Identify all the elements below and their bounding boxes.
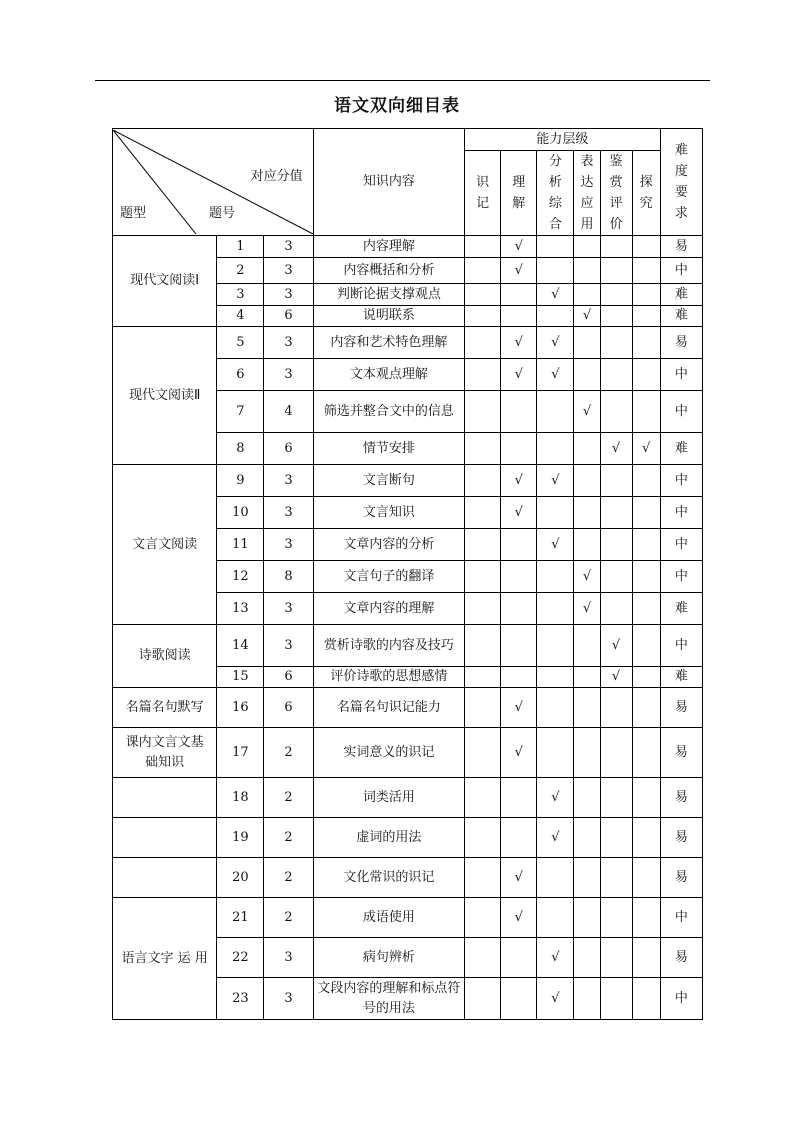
knowledge-content: 评价诗歌的思想感情 xyxy=(313,667,464,688)
check-mark: √ xyxy=(537,284,574,306)
knowledge-content: 文本观点理解 xyxy=(313,359,464,391)
level-cell-empty xyxy=(465,667,501,688)
level-cell-empty xyxy=(501,284,537,306)
question-score: 4 xyxy=(264,391,313,433)
level-cell-empty xyxy=(465,978,501,1020)
knowledge-content: 文言断句 xyxy=(313,465,464,497)
level-cell-empty xyxy=(574,236,600,258)
level-cell-empty xyxy=(537,593,574,625)
question-score: 3 xyxy=(264,465,313,497)
level-cell-empty xyxy=(632,593,660,625)
question-number: 17 xyxy=(217,728,264,778)
knowledge-content: 赏析诗歌的内容及技巧 xyxy=(313,625,464,667)
difficulty: 难 xyxy=(660,284,702,306)
level-cell-empty xyxy=(537,858,574,898)
knowledge-content: 内容和艺术特色理解 xyxy=(313,327,464,359)
table-row xyxy=(113,625,703,667)
difficulty: 易 xyxy=(660,728,702,778)
knowledge-content: 文章内容的分析 xyxy=(313,529,464,561)
check-mark: √ xyxy=(501,236,537,258)
question-number: 15 xyxy=(217,667,264,688)
question-score: 3 xyxy=(264,359,313,391)
level-cell-empty xyxy=(574,778,600,818)
level-cell-empty xyxy=(501,561,537,593)
difficulty: 难 xyxy=(660,306,702,327)
question-score: 3 xyxy=(264,938,313,978)
difficulty: 中 xyxy=(660,561,702,593)
question-score: 2 xyxy=(264,728,313,778)
top-rule xyxy=(95,80,710,81)
difficulty: 难 xyxy=(660,667,702,688)
question-score: 3 xyxy=(264,284,313,306)
difficulty: 难 xyxy=(660,593,702,625)
table-row xyxy=(113,236,703,258)
check-mark: √ xyxy=(574,391,600,433)
knowledge-content: 文段内容的理解和标点符号的用法 xyxy=(313,978,464,1020)
level-cell-empty xyxy=(537,391,574,433)
level-cell-empty xyxy=(632,561,660,593)
difficulty: 易 xyxy=(660,858,702,898)
level-cell-empty xyxy=(465,433,501,465)
question-score: 2 xyxy=(264,818,313,858)
level-cell-empty xyxy=(574,667,600,688)
level-cell-empty xyxy=(501,593,537,625)
level-cell-empty xyxy=(600,391,632,433)
level-cell-empty xyxy=(632,688,660,728)
question-score: 2 xyxy=(264,898,313,938)
question-type: 课内文言文基础知识 xyxy=(113,728,217,778)
question-type: 文言文阅读 xyxy=(113,465,217,625)
difficulty: 中 xyxy=(660,529,702,561)
table-row xyxy=(113,898,703,938)
knowledge-content: 实词意义的识记 xyxy=(313,728,464,778)
level-cell-empty xyxy=(465,898,501,938)
level-cell-empty xyxy=(465,306,501,327)
question-score: 6 xyxy=(264,688,313,728)
level-cell-empty xyxy=(600,497,632,529)
question-number: 16 xyxy=(217,688,264,728)
question-number: 21 xyxy=(217,898,264,938)
level-cell-empty xyxy=(537,625,574,667)
check-mark: √ xyxy=(501,359,537,391)
knowledge-content: 名篇名句识记能力 xyxy=(313,688,464,728)
table-row xyxy=(113,327,703,359)
ability-header: 能力层级 xyxy=(465,129,661,151)
level-cell-empty xyxy=(600,359,632,391)
question-type: 诗歌阅读 xyxy=(113,625,217,688)
level-cell-empty xyxy=(574,938,600,978)
level-cell-empty xyxy=(501,391,537,433)
level-cell-empty xyxy=(574,529,600,561)
level-cell-empty xyxy=(501,778,537,818)
level-cell-empty xyxy=(537,258,574,284)
check-mark: √ xyxy=(574,561,600,593)
level-cell-empty xyxy=(465,593,501,625)
question-number: 14 xyxy=(217,625,264,667)
level-cell-empty xyxy=(501,306,537,327)
level-cell-empty xyxy=(632,529,660,561)
question-number: 10 xyxy=(217,497,264,529)
difficulty: 难 xyxy=(660,433,702,465)
level-header-4: 鉴赏评价 xyxy=(600,151,632,236)
check-mark: √ xyxy=(537,938,574,978)
knowledge-content: 病句辨析 xyxy=(313,938,464,978)
level-cell-empty xyxy=(501,625,537,667)
level-cell-empty xyxy=(501,667,537,688)
level-header-3: 表达应用 xyxy=(574,151,600,236)
knowledge-content: 文化常识的识记 xyxy=(313,858,464,898)
level-cell-empty xyxy=(465,258,501,284)
check-mark: √ xyxy=(537,529,574,561)
question-number: 19 xyxy=(217,818,264,858)
level-cell-empty xyxy=(574,433,600,465)
question-number: 3 xyxy=(217,284,264,306)
spec-table xyxy=(112,128,703,1020)
level-cell-empty xyxy=(537,728,574,778)
difficulty: 易 xyxy=(660,818,702,858)
check-mark: √ xyxy=(501,688,537,728)
level-cell-empty xyxy=(600,561,632,593)
question-number: 7 xyxy=(217,391,264,433)
level-cell-empty xyxy=(501,978,537,1020)
level-cell-empty xyxy=(537,898,574,938)
question-number: 13 xyxy=(217,593,264,625)
level-cell-empty xyxy=(632,938,660,978)
check-mark: √ xyxy=(501,497,537,529)
knowledge-content: 情节安排 xyxy=(313,433,464,465)
level-cell-empty xyxy=(600,465,632,497)
check-mark: √ xyxy=(537,327,574,359)
question-number: 1 xyxy=(217,236,264,258)
question-score: 6 xyxy=(264,306,313,327)
question-score: 3 xyxy=(264,327,313,359)
check-mark: √ xyxy=(501,327,537,359)
level-cell-empty xyxy=(465,327,501,359)
level-cell-empty xyxy=(600,898,632,938)
check-mark: √ xyxy=(501,258,537,284)
level-cell-empty xyxy=(600,258,632,284)
question-number: 18 xyxy=(217,778,264,818)
level-cell-empty xyxy=(537,306,574,327)
knowledge-content: 词类活用 xyxy=(313,778,464,818)
check-mark: √ xyxy=(537,978,574,1020)
check-mark: √ xyxy=(501,465,537,497)
question-type: 语言文字 运 用 xyxy=(113,898,217,1020)
question-number: 8 xyxy=(217,433,264,465)
level-cell-empty xyxy=(465,625,501,667)
level-cell-empty xyxy=(465,359,501,391)
level-cell-empty xyxy=(574,818,600,858)
level-cell-empty xyxy=(574,258,600,284)
question-score: 3 xyxy=(264,593,313,625)
level-cell-empty xyxy=(537,236,574,258)
table-row xyxy=(113,728,703,778)
level-cell-empty xyxy=(574,465,600,497)
level-cell-empty xyxy=(574,625,600,667)
question-type xyxy=(113,858,217,898)
level-cell-empty xyxy=(574,359,600,391)
level-cell-empty xyxy=(465,497,501,529)
type-header: 题型 xyxy=(120,206,147,221)
level-cell-empty xyxy=(537,561,574,593)
difficulty-header xyxy=(660,129,702,236)
knowledge-content: 判断论据支撑观点 xyxy=(313,284,464,306)
level-cell-empty xyxy=(501,529,537,561)
question-type: 名篇名句默写 xyxy=(113,688,217,728)
difficulty: 中 xyxy=(660,898,702,938)
question-score: 2 xyxy=(264,778,313,818)
level-header-5: 探究 xyxy=(632,151,660,236)
question-score: 8 xyxy=(264,561,313,593)
level-cell-empty xyxy=(574,898,600,938)
difficulty-header-text: 难度要求 xyxy=(674,143,688,221)
level-cell-empty xyxy=(632,236,660,258)
difficulty: 中 xyxy=(660,465,702,497)
question-score: 3 xyxy=(264,236,313,258)
page-title: 语文双向细目表 xyxy=(334,96,460,116)
question-number: 11 xyxy=(217,529,264,561)
level-cell-empty xyxy=(574,327,600,359)
level-cell-empty xyxy=(632,327,660,359)
difficulty: 易 xyxy=(660,778,702,818)
header-row-1 xyxy=(113,129,703,151)
level-cell-empty xyxy=(465,778,501,818)
level-cell-empty xyxy=(501,818,537,858)
question-number: 12 xyxy=(217,561,264,593)
question-type xyxy=(113,818,217,858)
level-cell-empty xyxy=(465,818,501,858)
level-cell-empty xyxy=(574,284,600,306)
level-cell-empty xyxy=(600,284,632,306)
level-cell-empty xyxy=(465,688,501,728)
level-cell-empty xyxy=(632,391,660,433)
knowledge-content: 文章内容的理解 xyxy=(313,593,464,625)
level-cell-empty xyxy=(600,728,632,778)
check-mark: √ xyxy=(600,625,632,667)
level-cell-empty xyxy=(574,497,600,529)
level-header-2: 分析综合 xyxy=(537,151,574,236)
level-cell-empty xyxy=(632,465,660,497)
question-type: 现代文阅读Ⅱ xyxy=(113,327,217,465)
level-cell-empty xyxy=(600,327,632,359)
level-cell-empty xyxy=(465,938,501,978)
question-number: 23 xyxy=(217,978,264,1020)
level-cell-empty xyxy=(600,593,632,625)
question-score: 3 xyxy=(264,978,313,1020)
question-score: 2 xyxy=(264,858,313,898)
check-mark: √ xyxy=(600,433,632,465)
level-cell-empty xyxy=(465,391,501,433)
number-header: 题号 xyxy=(209,206,236,221)
difficulty: 易 xyxy=(660,688,702,728)
table-body xyxy=(113,236,703,1020)
check-mark: √ xyxy=(600,667,632,688)
question-number: 9 xyxy=(217,465,264,497)
check-mark: √ xyxy=(574,306,600,327)
question-number: 22 xyxy=(217,938,264,978)
level-cell-empty xyxy=(632,306,660,327)
level-cell-empty xyxy=(600,688,632,728)
level-cell-empty xyxy=(600,938,632,978)
level-cell-empty xyxy=(632,818,660,858)
level-cell-empty xyxy=(600,978,632,1020)
table-row xyxy=(113,778,703,818)
level-cell-empty xyxy=(465,236,501,258)
check-mark: √ xyxy=(501,728,537,778)
question-score: 3 xyxy=(264,258,313,284)
level-cell-empty xyxy=(465,561,501,593)
knowledge-content: 筛选并整合文中的信息 xyxy=(313,391,464,433)
level-cell-empty xyxy=(632,284,660,306)
check-mark: √ xyxy=(501,898,537,938)
check-mark: √ xyxy=(574,593,600,625)
question-score: 6 xyxy=(264,433,313,465)
knowledge-content: 内容概括和分析 xyxy=(313,258,464,284)
knowledge-content: 成语使用 xyxy=(313,898,464,938)
level-cell-empty xyxy=(632,359,660,391)
check-mark: √ xyxy=(501,858,537,898)
score-header: 对应分值 xyxy=(250,169,303,184)
difficulty: 中 xyxy=(660,359,702,391)
difficulty: 中 xyxy=(660,978,702,1020)
diagonal-header-cell xyxy=(113,129,314,236)
level-cell-empty xyxy=(600,306,632,327)
level-cell-empty xyxy=(465,858,501,898)
level-cell-empty xyxy=(632,778,660,818)
table-row xyxy=(113,688,703,728)
difficulty: 中 xyxy=(660,258,702,284)
knowledge-content: 内容理解 xyxy=(313,236,464,258)
level-cell-empty xyxy=(600,529,632,561)
level-cell-empty xyxy=(574,728,600,778)
level-cell-empty xyxy=(632,898,660,938)
level-cell-empty xyxy=(465,465,501,497)
level-cell-empty xyxy=(501,938,537,978)
level-cell-empty xyxy=(537,433,574,465)
question-type: 现代文阅读Ⅰ xyxy=(113,236,217,327)
question-score: 3 xyxy=(264,529,313,561)
question-score: 6 xyxy=(264,667,313,688)
question-type xyxy=(113,778,217,818)
level-cell-empty xyxy=(632,858,660,898)
question-score: 3 xyxy=(264,625,313,667)
knowledge-header: 知识内容 xyxy=(313,129,464,236)
level-header-0: 识记 xyxy=(465,151,501,236)
knowledge-content: 文言句子的翻译 xyxy=(313,561,464,593)
level-cell-empty xyxy=(632,728,660,778)
level-cell-empty xyxy=(632,978,660,1020)
difficulty: 易 xyxy=(660,327,702,359)
level-cell-empty xyxy=(632,497,660,529)
check-mark: √ xyxy=(632,433,660,465)
level-cell-empty xyxy=(600,778,632,818)
level-cell-empty xyxy=(465,284,501,306)
difficulty: 中 xyxy=(660,497,702,529)
question-number: 4 xyxy=(217,306,264,327)
question-number: 5 xyxy=(217,327,264,359)
level-cell-empty xyxy=(465,529,501,561)
table-row xyxy=(113,818,703,858)
knowledge-content: 文言知识 xyxy=(313,497,464,529)
question-number: 6 xyxy=(217,359,264,391)
level-cell-empty xyxy=(574,858,600,898)
table-row xyxy=(113,858,703,898)
difficulty: 中 xyxy=(660,625,702,667)
level-cell-empty xyxy=(600,818,632,858)
question-score: 3 xyxy=(264,497,313,529)
level-cell-empty xyxy=(600,858,632,898)
level-cell-empty xyxy=(465,728,501,778)
check-mark: √ xyxy=(537,778,574,818)
difficulty: 易 xyxy=(660,938,702,978)
level-cell-empty xyxy=(632,625,660,667)
question-number: 2 xyxy=(217,258,264,284)
knowledge-content: 说明联系 xyxy=(313,306,464,327)
level-cell-empty xyxy=(537,688,574,728)
level-cell-empty xyxy=(600,236,632,258)
check-mark: √ xyxy=(537,359,574,391)
level-cell-empty xyxy=(574,978,600,1020)
question-number: 20 xyxy=(217,858,264,898)
level-cell-empty xyxy=(537,667,574,688)
check-mark: √ xyxy=(537,818,574,858)
check-mark: √ xyxy=(537,465,574,497)
table-row xyxy=(113,465,703,497)
level-cell-empty xyxy=(632,258,660,284)
difficulty: 中 xyxy=(660,391,702,433)
level-cell-empty xyxy=(501,433,537,465)
level-header-1: 理解 xyxy=(501,151,537,236)
level-cell-empty xyxy=(632,667,660,688)
knowledge-content: 虚词的用法 xyxy=(313,818,464,858)
level-cell-empty xyxy=(537,497,574,529)
level-cell-empty xyxy=(574,688,600,728)
difficulty: 易 xyxy=(660,236,702,258)
